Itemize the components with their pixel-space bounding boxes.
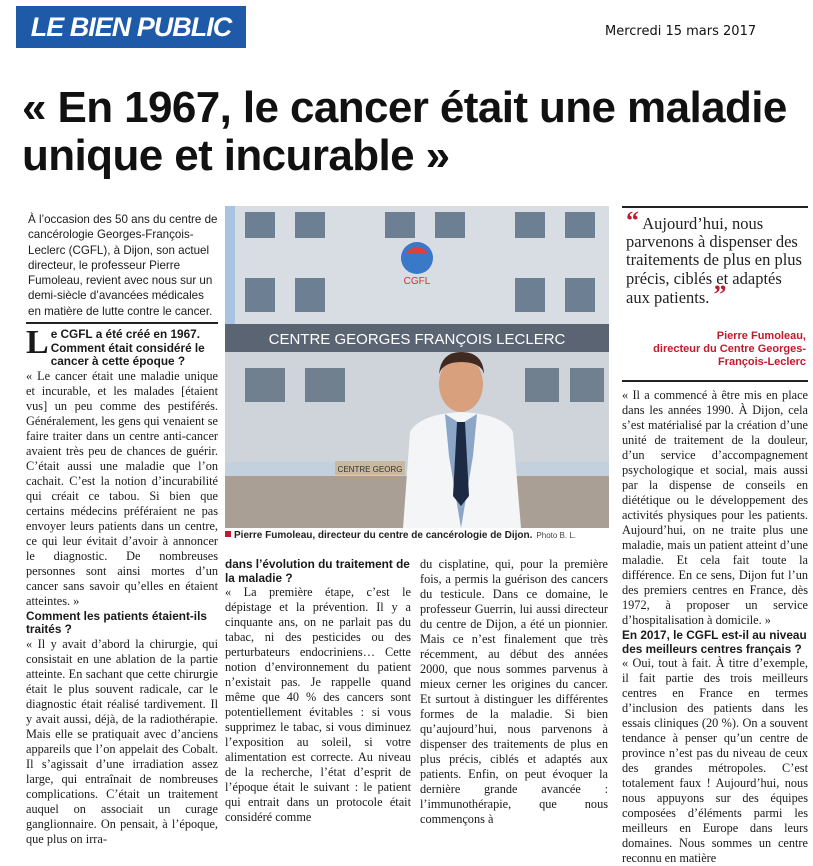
question-2: Comment les patients étaient-ils traités ?	[26, 608, 207, 636]
caption-bullet-icon	[225, 531, 231, 537]
photo-logo-text: CGFL	[403, 276, 431, 287]
newspaper-logo	[16, 6, 246, 48]
logo-text: LE BIEN PUBLIC	[30, 11, 232, 42]
question-1	[26, 324, 218, 369]
article-photo	[225, 206, 609, 528]
answer-1: « Le cancer était une maladie unique et incurable, et les malades [étaient vus] un peu comme des pestiférés. Généralement, les gens qui venaient se faire traiter dans un centre anti-cancer avaient très peu de chances de guérir. C’était aussi une maladie que l’on cachait. C’est la notion d’incurabilité qui créait ce tabou. Si bien que certains médecins préféraient ne pas envoyer leurs patients dans un centre, ce qui leur évitait d’avoir à annoncer le diagnostic. De nombreuses personnes sont ainsi mortes d’un cancer sans savoir qu’elles en étaient atteintes. »	[26, 368, 218, 608]
close-quote-icon: ”	[713, 279, 727, 309]
author-title: directeur du Centre Georges-François-Leclerc	[653, 343, 806, 368]
pullquote-bottom-rule	[622, 380, 808, 382]
open-quote-icon: “	[626, 206, 639, 235]
pull-quote-author	[626, 330, 806, 369]
intro-divider	[26, 322, 218, 324]
building-sign: CENTRE GEORGES FRANÇOIS LECLERC	[268, 331, 566, 348]
photo-credit: Photo B. L.	[536, 531, 577, 540]
caption-text: Pierre Fumoleau, directeur du centre de cancérologie de Dijon.	[234, 530, 533, 541]
question-1-text: e CGFL a été créé en 1967. Comment était considéré le cancer à cette époque ?	[50, 327, 205, 368]
question-5: En 2017, le CGFL est-il au niveau des meilleurs centres français ?	[622, 628, 807, 656]
article-column-1	[26, 324, 218, 846]
article-intro: À l’occasion des 50 ans du centre de cancérologie Georges-François-Leclerc (CGFL), à Dijon, son actuel directeur, le professeur Pierre Fumoleau, revient avec nous sur un demi-siècle d’avancées médicales en matière de lutte contre le cancer.	[28, 213, 218, 318]
pullquote-top-rule	[622, 206, 808, 208]
drop-cap: L	[26, 324, 49, 361]
question-3: dans l’évolution du traitement de la maladie ?	[225, 557, 410, 585]
article-headline: « En 1967, le cancer était une maladie unique et incurable »	[22, 83, 787, 180]
answer-3: « La première étape, c’est le dépistage et la prévention. Il y a cinquante ans, on ne parlait pas du tabac, ni des pesticides ou des perturbateurs endocriniens… Cette notion d’environnement du patient n’existait pas. Je rappelle quand même que 40 % des cancers sont potentiellement évitables : si vous supprimez le tabac, si vous diminuez l’exposition au soleil, si votre alimentation est correcte. Au niveau de la recherche, l’état d’esprit de l’époque était le suivant : le patient qui entrait dans un protocole était considéré comme	[225, 585, 411, 824]
lower-sign: CENTRE GEORG	[337, 465, 403, 474]
author-name: Pierre Fumoleau,	[716, 330, 806, 342]
article-column-2	[225, 557, 411, 824]
pull-quote	[626, 206, 806, 309]
photo-caption	[225, 530, 609, 541]
article-column-3	[420, 557, 608, 826]
article-column-4	[622, 388, 808, 865]
answer-3-continued: du cisplatine, qui, pour la première fois, a permis la guérison des cancers du testicule. Dans ce domaine, le professeur Guerrin, lui aussi directeur du centre de Dijon, a été un pionnier. Mais ce n’est finalement que très récemment, au début des années 2000, que nous sommes parvenus à mieux cerner les origines du cancer. Et surtout à distinguer les différentes formes de la maladie. Si bien qu’aujourd’hui, nous parvenons à dispenser des traitements de plus en plus précis, ciblés et adaptés aux patients. Enfin, on peut évoquer la dernière grande avancée : l’immunothérapie, que nous commençons à	[420, 557, 608, 826]
answer-2: « Il y avait d’abord la chirurgie, qui consistait en une ablation de la partie atteinte. En sachant que cette chirurgie était le plus souvent radicale, car le diagnostic était réalisé tardivement. Il y avait aussi, déjà, de la radiothérapie. Mais elle se pratiquait avec d’anciens appareils que l’on appelait des Cobalt. Il s’agissait d’une irradiation assez large, qui entraînait de nombreuses complications. C’était un traitement auquel on associait un curage ganglionnaire. On pensait, à l’époque, que plus on irra-	[26, 636, 218, 846]
answer-5: « Oui, tout à fait. À titre d’exemple, il fait partie des trois meilleurs centres en France en termes d’inclusion des patients dans les essais cliniques (20 %). On a souvent tendance à penser qu’un centre de province n’est pas du niveau de ceux des grandes métropoles. C’est totalement faux ! Aujourd’hui, nous nous appuyons sur des équipes composées d’éléments parmi les meilleurs en Europe dans leurs domaines. Nous sommes un centre reconnu en matière	[622, 656, 808, 865]
answer-4: « Il a commencé à être mis en place dans les années 1990. À Dijon, cela s’est matérialisé par la création d’une unité de traitement de la douleur, d’un service d’accompagnement psychologique et social, mais aussi par la dispense de conseils en diététique ou le développement des activités physiques pour les patients. Aujourd’hui, on ne traite plus une maladie, mais un patient atteint d’une maladie. Et cela fait toute la différence. En ce sens, Dijon fut l’un des premiers centres en France, dès 1972, à proposer un service d’hospitalisation à domicile. »	[622, 388, 808, 627]
photo-illustration	[225, 206, 609, 528]
publication-date: Mercredi 15 mars 2017	[605, 24, 757, 39]
pull-quote-text: Aujourd’hui, nous parvenons à dispenser des traitements de plus en plus précis, ciblés et adaptés aux patients.	[626, 214, 802, 307]
